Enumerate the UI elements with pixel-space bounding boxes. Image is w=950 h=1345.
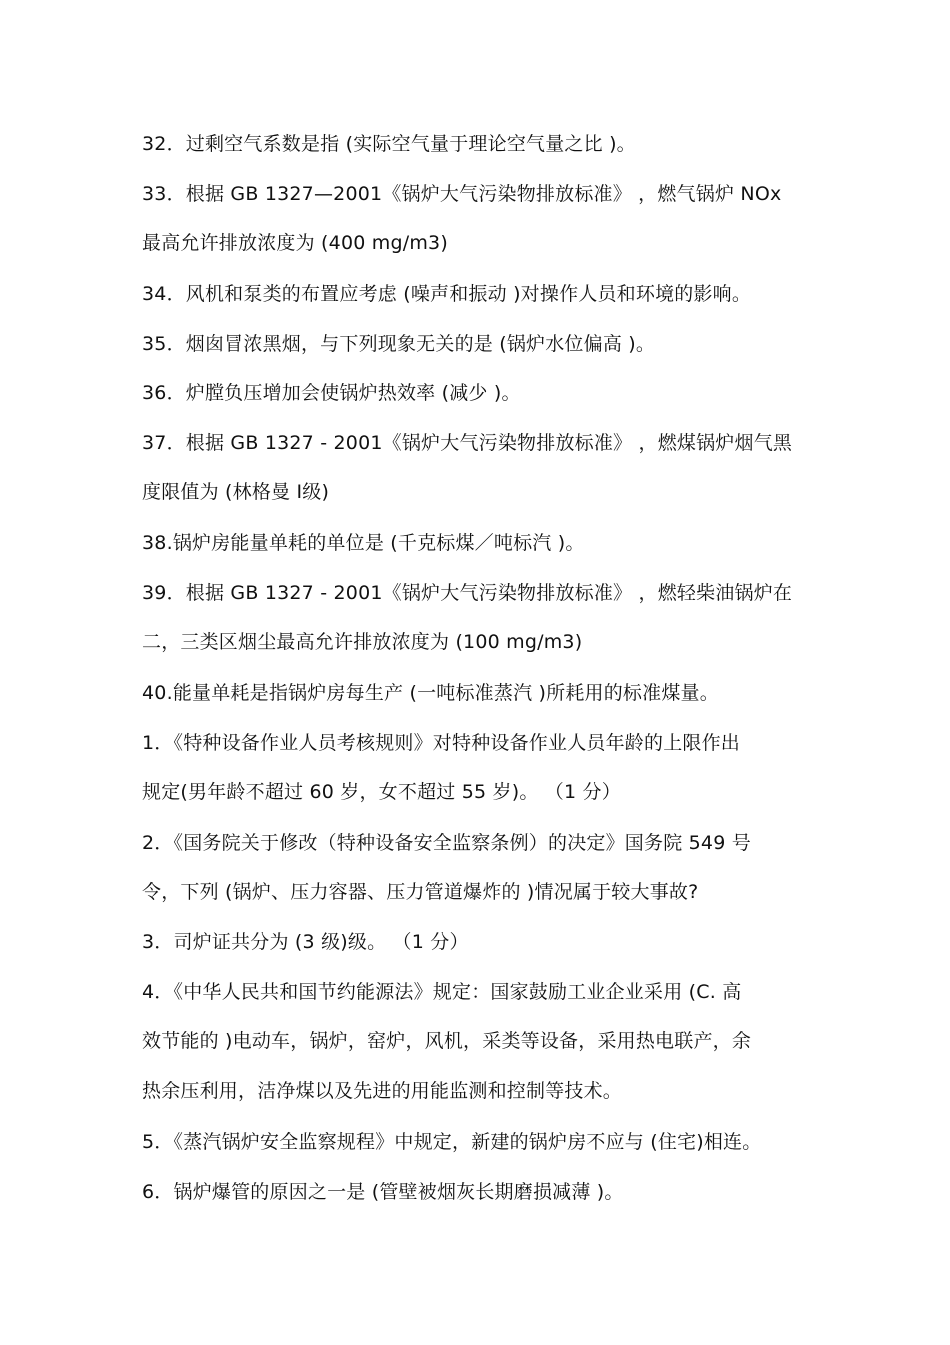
text-line-s1-b: 规定(男年龄不超过 60 岁，女不超过 55 岁)。 （1 分） (142, 781, 621, 803)
text-line-q37-b: 度限值为 (林格曼 Ⅰ级) (142, 481, 330, 503)
text-line-q35: 35．烟囱冒浓黑烟，与下列现象无关的是 (锅炉水位偏高 )。 (142, 333, 656, 355)
text-line-q39-a: 39．根据 GB 1327 - 2001《锅炉大气污染物排放标准》 ，燃轻柴油锅炉在 (142, 582, 793, 604)
text-line-q40: 40.能量单耗是指锅炉房每生产 (一吨标准蒸汽 )所耗用的标准煤量。 (142, 682, 719, 704)
text-line-q34: 34．风机和泵类的布置应考虑 (噪声和振动 )对操作人员和环境的影响。 (142, 283, 752, 305)
text-line-q38: 38.锅炉房能量单耗的单位是 (千克标煤／吨标汽 )。 (142, 532, 585, 554)
text-line-s4-c: 热余压利用，洁净煤以及先进的用能监测和控制等技术。 (142, 1080, 623, 1102)
text-line-s4-b: 效节能的 )电动车，锅炉，窑炉，风机，采类等设备，采用热电联产，余 (142, 1030, 752, 1052)
text-line-q32: 32．过剩空气系数是指 (实际空气量于理论空气量之比 )。 (142, 133, 636, 155)
text-line-q33-a: 33．根据 GB 1327—2001《锅炉大气污染物排放标准》 ，燃气锅炉 NOx (142, 183, 782, 205)
text-line-s1-a: 1．《特种设备作业人员考核规则》对特种设备作业人员年龄的上限作出 (142, 732, 740, 754)
text-line-q33-b: 最高允许排放浓度为 (400 mg/m3) (142, 232, 448, 254)
text-line-s4-a: 4．《中华人民共和国节约能源法》规定：国家鼓励工业企业采用 (C. 高 (142, 981, 742, 1003)
text-line-s2-a: 2．《国务院关于修改（特种设备安全监察条例）的决定》国务院 549 号 (142, 832, 751, 854)
text-line-s6: 6．锅炉爆管的原因之一是 (管壁被烟灰长期磨损减薄 )。 (142, 1181, 624, 1203)
text-line-s2-b: 令，下列 (锅炉、压力容器、压力管道爆炸的 )情况属于较大事故? (142, 881, 699, 903)
text-line-s3: 3．司炉证共分为 (3 级)级。 （1 分） (142, 931, 469, 953)
text-line-s5: 5．《蒸汽锅炉安全监察规程》中规定，新建的锅炉房不应与 (住宅)相连。 (142, 1131, 762, 1153)
text-line-q36: 36．炉膛负压增加会使锅炉热效率 (减少 )。 (142, 382, 521, 404)
text-line-q39-b: 二，三类区烟尘最高允许排放浓度为 (100 mg/m3) (142, 631, 583, 653)
text-line-q37-a: 37．根据 GB 1327 - 2001《锅炉大气污染物排放标准》 ，燃煤锅炉烟气黑 (142, 432, 793, 454)
